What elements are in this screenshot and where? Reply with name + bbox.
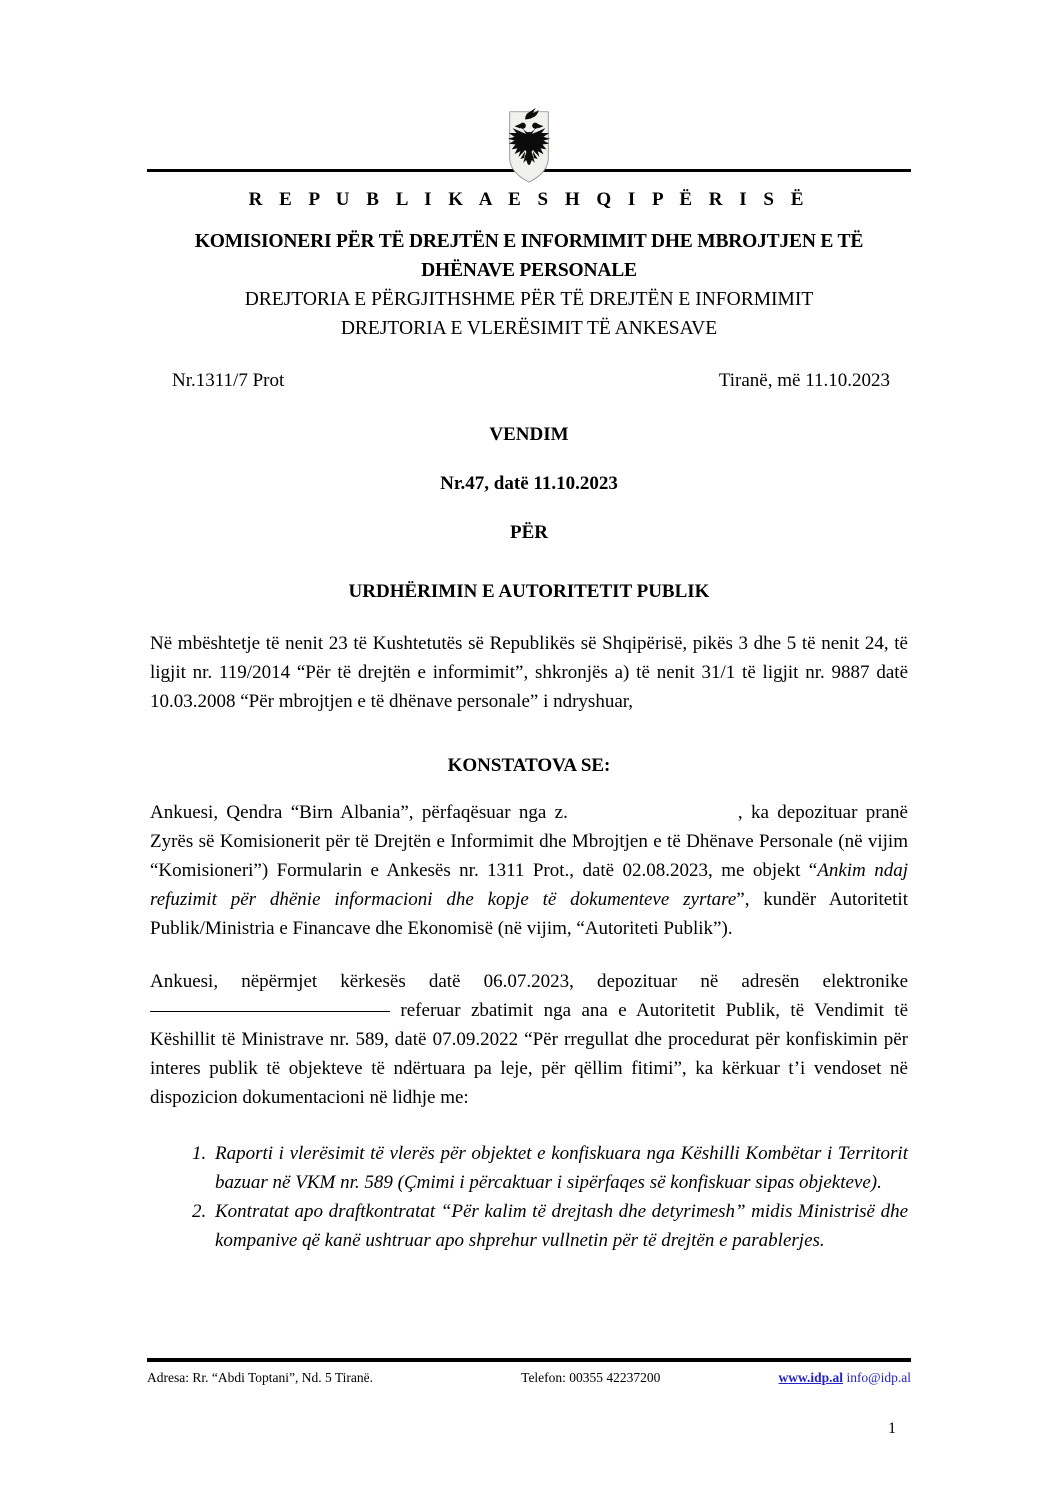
republic-title: R E P U B L I K A E S H Q I P Ë R I S Ë xyxy=(248,189,810,210)
list-item-marker: 1. xyxy=(192,1143,207,1164)
list-item-text: Raporti i vlerësimit të vlerës për objektet e konfiskuara nga Këshilli Kombëtar i Territorit bazuar në VKM nr. 589 (Çmimi i përcaktuar i sipërfaqes së konfiskuar sipas objekteve). xyxy=(215,1143,908,1193)
footer-phone: Telefon: 00355 42237200 xyxy=(521,1370,661,1385)
footer-links xyxy=(779,1370,911,1386)
protocol-number: Nr.1311/7 Prot xyxy=(172,370,285,391)
page-number: 1 xyxy=(888,1420,896,1437)
appeal-object-italic: Ankim ndaj refuzimit për dhënie informacioni dhe kopje të dokumenteve zyrtare xyxy=(150,860,908,910)
place-and-date: Tiranë, më 11.10.2023 xyxy=(718,370,890,391)
request-text-a: Ankuesi, nëpërmjet kërkesës datë 06.07.2023, depozituar në adresën elektronike xyxy=(150,971,908,992)
footer-divider-line xyxy=(147,1358,911,1362)
appellant-text-c: ”, kundër Autoritetit Publik/Ministria e Financave dhe Ekonomisë (në vijim, “Autoriteti Publik”). xyxy=(150,889,908,939)
decision-subject: URDHËRIMIN E AUTORITETIT PUBLIK xyxy=(348,581,710,602)
email-link[interactable]: info@idp.al xyxy=(846,1370,911,1385)
list-item-text: Kontratat apo draftkontratat “Për kalim të drejtash dhe detyrimesh” midis Ministrisë dhe kompanive që kanë ushtruar apo shprehur vullnetin për të drejtën e parablerjes. xyxy=(215,1201,908,1251)
page-footer xyxy=(147,1358,911,1386)
appellant-text-a: Ankuesi, Qendra “Birn Albania”, përfaqësuar nga z. xyxy=(150,802,568,823)
albania-coat-of-arms-icon xyxy=(500,105,558,186)
organization-header xyxy=(150,227,908,343)
document-header xyxy=(150,100,908,180)
legal-basis-paragraph: Në mbështetje të nenit 23 të Kushtetutës së Republikës së Shqipërisë, pikës 3 dhe 5 të nenit 24, të ligjit nr. 119/2014 “Për të drejtën e informimit”, shkronjës a) të nenit 31/1 të ligjit nr. 9887 datë 10.03.2008 “Për mbrojtjen e të dhënave personale” i ndryshuar, xyxy=(150,633,908,712)
protocol-row xyxy=(150,370,908,392)
decision-heading: VENDIM xyxy=(489,424,569,445)
footer-row xyxy=(147,1370,911,1386)
list-item xyxy=(150,1197,908,1255)
org-directorate-2: DREJTORIA E VLERËSIMIT TË ANKESAVE xyxy=(340,318,718,339)
appellant-text-b: , ka depozituar pranë Zyrës së Komisionerit për të Drejtën e Informimit dhe Mbrojtjen e të Dhënave Personale (në vijim “Komisioneri”) Formularin e Ankesës nr. 1311 Prot., datë 02.08.2023, me objekt “ xyxy=(150,802,908,881)
requested-documents-list xyxy=(150,1139,908,1255)
org-directorate-1: DREJTORIA E PËRGJITHSHME PËR TË DREJTËN E INFORMIMIT xyxy=(244,289,814,310)
request-paragraph xyxy=(150,967,908,1112)
website-link[interactable]: www.idp.al xyxy=(778,1370,844,1385)
org-name: KOMISIONERI PËR TË DREJTËN E INFORMIMIT DHE MBROJTJEN E TË DHËNAVE PERSONALE xyxy=(194,231,864,281)
footer-address: Adresa: Rr. “Abdi Toptani”, Nd. 5 Tiranë. xyxy=(147,1370,374,1385)
appellant-paragraph xyxy=(150,798,908,943)
konstatova-heading: KONSTATOVA SE: xyxy=(447,755,611,776)
document-content xyxy=(150,0,908,1255)
list-item-marker: 2. xyxy=(192,1201,207,1222)
request-text-b: referuar zbatimit nga ana e Autoritetit Publik, të Vendimit të Këshillit të Ministrave nr. 589, datë 07.09.2022 “Për rregullat dhe procedurat për konfiskimin për interes publik të objekteve të ndërtuara pa leje, për qëllim fitimi”, ka kërkuar t’i vendoset në dispozicion dokumentacioni në lidhje me: xyxy=(150,1000,908,1108)
decision-per: PËR xyxy=(510,522,548,543)
decision-number-date: Nr.47, datë 11.10.2023 xyxy=(440,473,618,494)
list-item xyxy=(150,1139,908,1197)
redacted-email-line xyxy=(150,1010,390,1012)
